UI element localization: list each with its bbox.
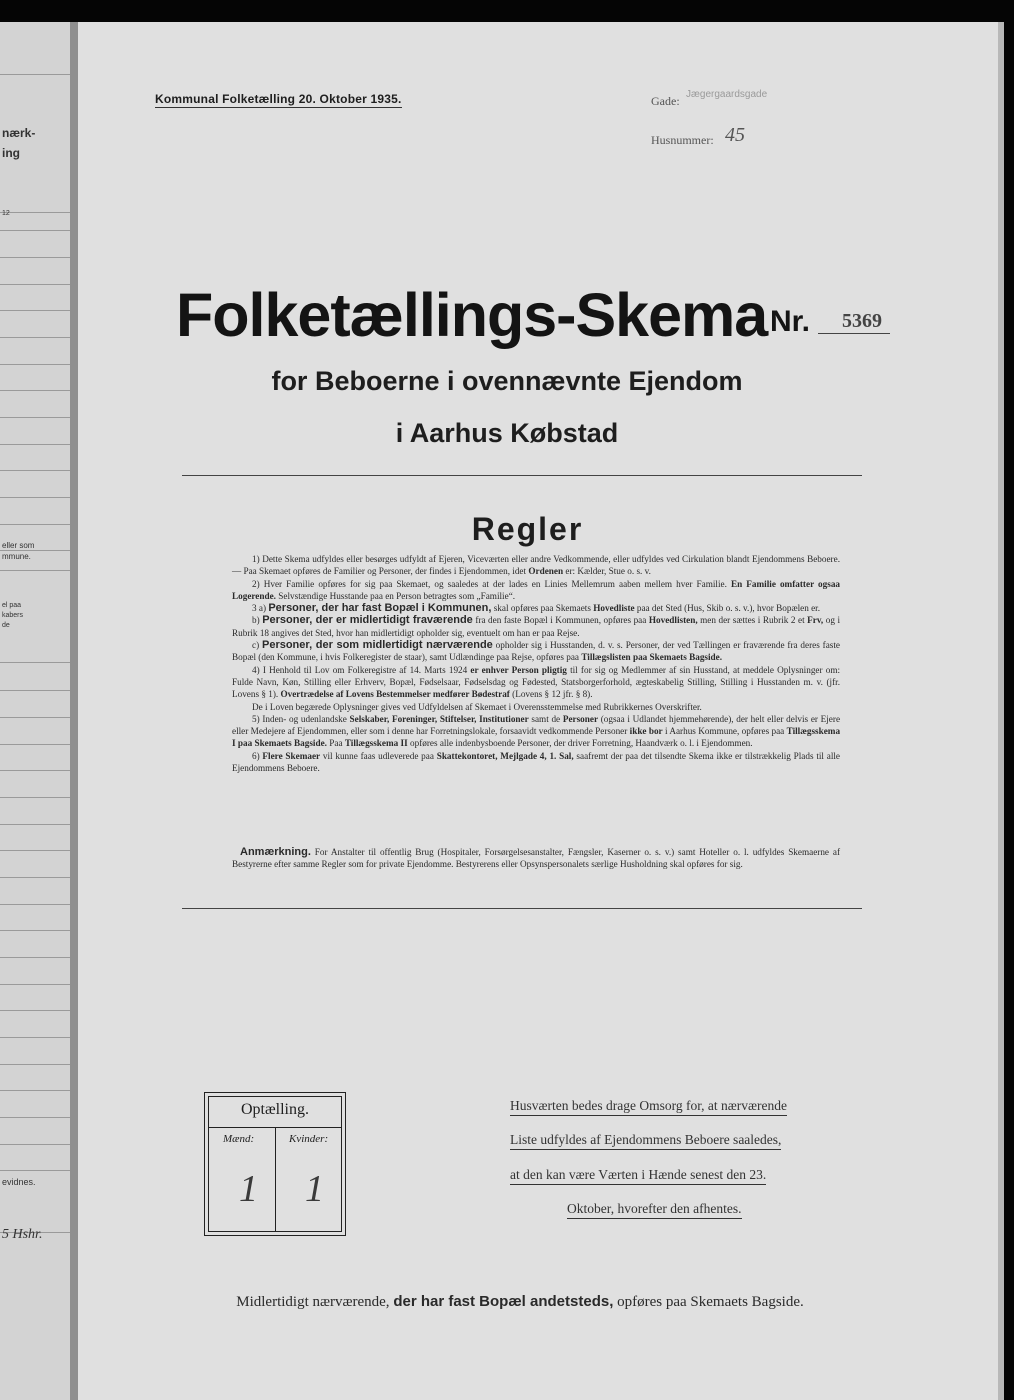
women-label: Kvinder: (289, 1133, 329, 1145)
rule-4: 4) I Henhold til Lov om Folkeregistre af 14. Marts 1924 er enhver Person pligtig til for sig og Medlemmer af sin Husstand, at meddele Oplysninger om: Fulde Navn, Køn, Stilling eller Erhverv, Bopæl, Fødselsaar, Fødselsdag og Fødested, Statsborgerforhold, ægteskabelig Stilling, Stilling i Husstanden m. v. (jfr. Lovens § 1). Overtrædelse af Lovens Bestemmelser medfører Bødestraf (Lovens § 12 jfr. § 8). (232, 664, 841, 700)
house-number-value: 45 (725, 124, 745, 146)
men-count: 1 (239, 1168, 258, 1210)
form-subtitle-city: i Aarhus Købstad (395, 418, 619, 448)
count-separator (275, 1127, 276, 1231)
rules-heading: Regler (471, 511, 584, 547)
count-title: Optælling. (240, 1101, 309, 1118)
divider (182, 908, 862, 909)
landlord-notice-line: Liste udfyldes af Ejendommens Beboere saaledes, (510, 1132, 781, 1150)
rule-6: 6) Flere Skemaer vil kunne faas udleverede paa Skattekontoret, Mejlgade 4, 1. Sal, saafremt der paa det tilsendte Skema ikke er tilstrækkelig Plads til alle Ejendommens Beboere. (232, 750, 841, 774)
rule-1: 1) Dette Skema udfyldes eller besørges udfyldt af Ejeren, Viceværten eller andre Vedkommende, eller udfyldes ved Cirkulation blandt Ejendommens Beboere. — Paa Skemaet opføres de Familier og Personer, der findes i Ejendommen, idet Ordenen er: Kælder, Stue o. s. v. (232, 554, 840, 577)
landlord-notice-line: Husværten bedes drage Omsorg for, at nærværende (510, 1098, 787, 1116)
form-title: Folketællings-Skema (176, 281, 768, 349)
street-value: Jægergaardsgade (686, 89, 768, 100)
form-number-line (818, 333, 890, 334)
count-box (204, 1092, 346, 1236)
left-fragment: kabers (2, 612, 24, 619)
divider (182, 475, 862, 476)
count-box-inner (208, 1096, 342, 1232)
form-number-label: Nr. (770, 305, 811, 338)
left-fragment: eller som (2, 541, 35, 550)
remark-text: For Anstalter til offentlig Brug (Hospitaler, Forsørgelsesanstalter, Fængsler, Kaserner o. s. v.) samt Hoteller o. l. udfyldes Skemaerne af Bestyrerne efter samme Regler som for private Ejendomme. Bestyrerens eller Opsynspersonalets særlige Husholdning skal opføres for sig. (232, 847, 841, 870)
rule-3b: b) Personer, der er midlertidigt fraværende fra den faste Bopæl i Kommunen, opføres paa Hovedlisten, men der sættes i Rubrik 2 et Frv, og i Rubrik 18 angives det Sted, hvor han midlertidigt opholder sig, eventuelt om han er paa Rejse. (232, 614, 841, 638)
page-edge (998, 22, 1004, 1400)
street-label: Gade: (651, 94, 680, 108)
men-label: Mænd: (223, 1133, 255, 1145)
house-number-label: Husnummer: (651, 133, 714, 147)
remark-label: Anmærkning. (240, 846, 311, 858)
landlord-notice-line: at den kan være Værten i Hænde senest den 23. (510, 1167, 766, 1185)
left-fragment: nærk- (2, 126, 36, 140)
women-count: 1 (305, 1168, 324, 1210)
rule-4-note: De i Loven begærede Oplysninger gives ved Udfyldelsen af Skemaet i Overensstemmelse med Rubrikkernes Overskrifter. (252, 701, 702, 712)
form-subtitle: for Beboerne i ovennævnte Ejendom (271, 366, 743, 396)
left-fragment: el paa (2, 602, 22, 609)
left-handwriting: 5 Hshr. (2, 1227, 43, 1242)
rule-5: 5) Inden- og udenlandske Selskaber, Foreninger, Stiftelser, Institutioner samt de Personer (ogsaa i Udlandet hjemmehørende), der helt eller delvis er Ejere eller Medejere af Ejendommen, eller som i denne har Forretningslokale, forsaavidt vedkommende Personer ikke bor i Aarhus Kommune, opføres paa Tillægsskema I paa Skemaets Bagside. Paa Tillægsskema II opføres alle indenbysboende Personer, der driver Forretning, Haandværk o. l. i Ejendommen. (232, 713, 841, 749)
left-facing-page (0, 22, 73, 1400)
left-fragment: evidnes. (2, 1177, 36, 1187)
landlord-notice-line: Oktober, hvorefter den afhentes. (567, 1201, 742, 1219)
form-number-value: 5369 (842, 310, 882, 332)
footer-instruction: Midlertidigt nærværende, der har fast Bopæl andetsteds, opføres paa Skemaets Bagside. (236, 1293, 804, 1310)
rule-3c: c) Personer, der som midlertidigt nærværende opholder sig i Husstanden, d. v. s. Personer, der ved Tællingen er fraværende fra deres faste Bopæl (den Kommune, i hvis Folkeregister de staar), samt Udlændinge paa Rejse, opføres paa Tillægslisten paa Skemaets Bagside. (232, 639, 840, 663)
left-fragment: 12 (2, 210, 10, 217)
book-gutter (70, 22, 78, 1400)
rule-3a: 3 a) Personer, der har fast Bopæl i Kommunen, skal opføres paa Skemaets Hovedliste paa det Sted (Hus, Skib o. s. v.), hvor Bopælen er. (252, 602, 821, 615)
rules-text (232, 553, 840, 774)
remark (232, 846, 840, 871)
left-fragment: mmune. (2, 552, 31, 561)
rule-2: 2) Hver Familie opføres for sig paa Skemaet, og saaledes at der lades en Linies Mellemrum aaben mellem hver Familie. En Familie omfatter ogsaa Logerende. Selvstændige Husstande paa en Person betragtes som „Familie“. (232, 578, 841, 601)
left-fragment: ing (2, 146, 20, 160)
census-title: Kommunal Folketælling 20. Oktober 1935. (155, 92, 402, 106)
left-fragment: de (2, 622, 10, 629)
